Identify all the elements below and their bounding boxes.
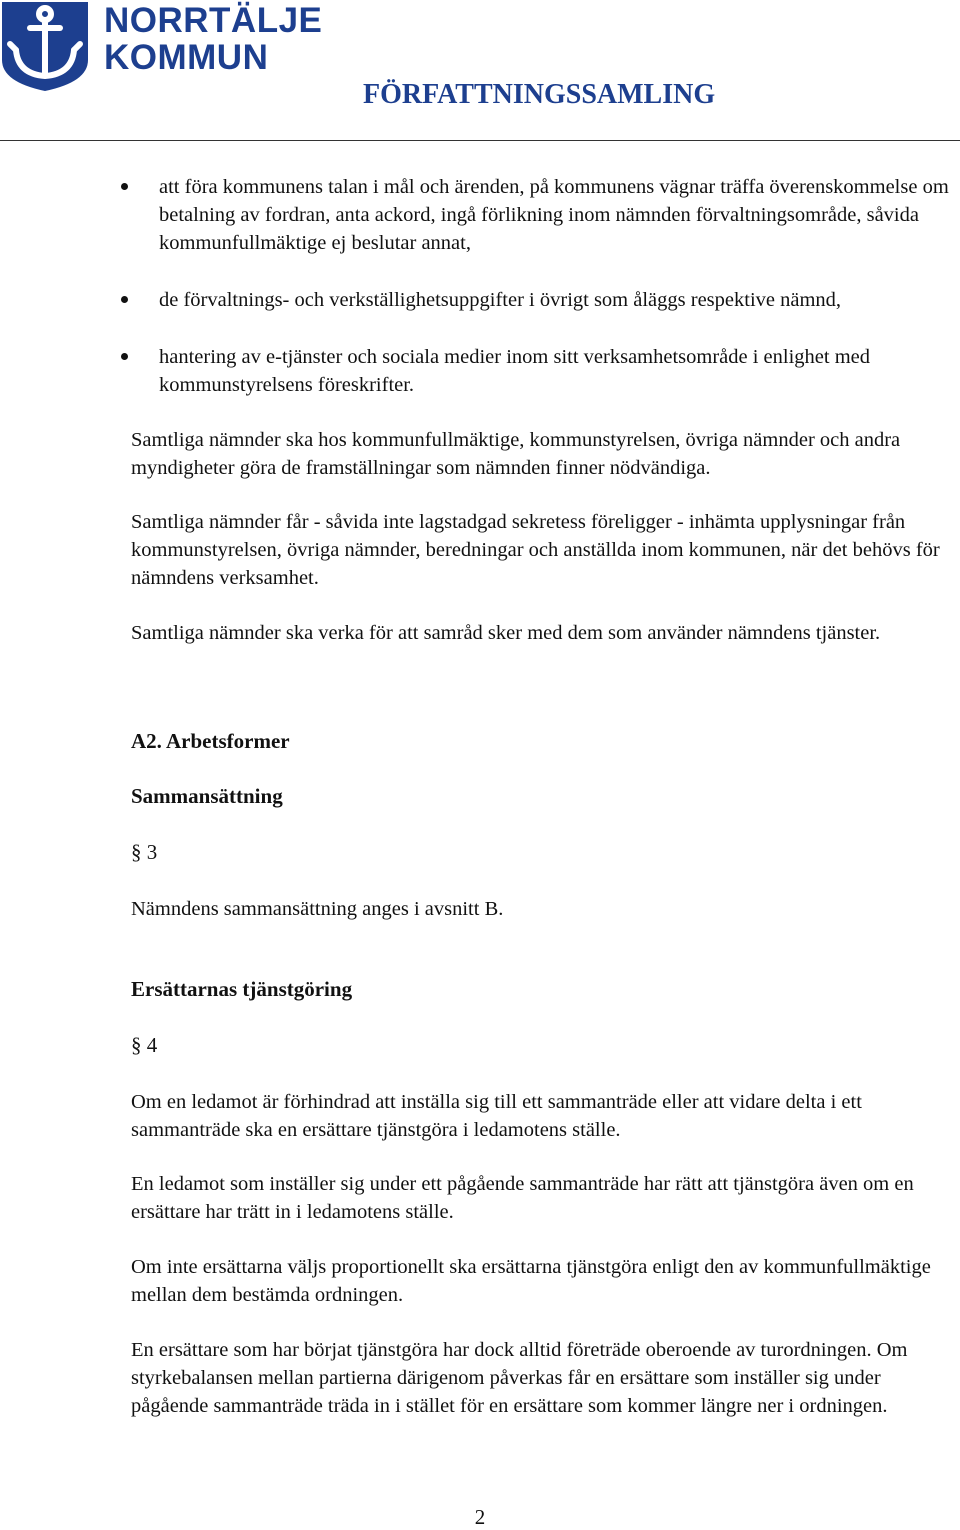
brand-name — [104, 2, 322, 76]
substitutes-paragraph-2: En ledamot som inställer sig under ett pågående sammanträde har rätt att tjänstgöra även om en ersättare har trätt in i ledamotens ställe. — [131, 1173, 914, 1223]
paragraph-requests: Samtliga nämnder ska hos kommunfullmäktige, kommunstyrelsen, övriga nämnder och andra myndigheter göra de framställningar som nämnden finner nödvändiga. — [131, 429, 901, 479]
page-number: 2 — [474, 1505, 486, 1529]
document-series-title: FÖRFATTNINGSSAMLING — [363, 79, 716, 110]
section-sign-3: § 3 — [131, 840, 158, 864]
substitutes-paragraph-1: Om en ledamot är förhindrad att inställa sig till ett sammanträde eller att vidare delta i ett sammanträde ska en ersättare tjänstgöra i ledamotens ställe. — [131, 1091, 862, 1141]
composition-text: Nämndens sammansättning anges i avsnitt B. — [131, 898, 504, 920]
subheading-substitutes: Ersättarnas tjänstgöring — [131, 977, 353, 1001]
duties-list — [0, 173, 960, 399]
brand-line-2: KOMMUN — [104, 38, 269, 77]
list-item: hantering av e-tjänster och sociala medier inom sitt verksamhetsområde i enlighet med kommunstyrelsens föreskrifter. — [0, 343, 954, 399]
header-divider — [0, 140, 960, 141]
section-sign-4: § 4 — [131, 1033, 158, 1057]
substitutes-paragraph-4: En ersättare som har börjat tjänstgöra har dock alltid företräde oberoende av turordningen. Om styrkebalansen mellan partierna därigenom påverkas får en ersättare som inställer sig under pågående sammanträde träda in i stället för en ersättare som kommer längre ner i ordningen. — [131, 1339, 908, 1417]
section-title: A2. Arbetsformer — [131, 729, 290, 753]
substitutes-paragraph-3: Om inte ersättarna väljs proportionellt ska ersättarna tjänstgöra enligt den av kommunfullmäktige mellan dem bestämda ordningen. — [131, 1256, 931, 1306]
list-item: att föra kommunens talan i mål och ärenden, på kommunens vägnar träffa överenskommelse om betalning av fordran, anta ackord, ingå förlikning inom nämnden förvaltningsområde, såvida kommunfullmäktige ej beslutar annat, — [0, 173, 954, 257]
municipality-logo — [0, 0, 323, 92]
anchor-shield-icon — [0, 0, 90, 92]
subheading-composition: Sammansättning — [131, 784, 283, 808]
paragraph-information: Samtliga nämnder får - såvida inte lagstadgad sekretess föreligger - inhämta upplysningar från kommunstyrelsen, övriga nämnder, beredningar och anställda inom kommunen, när det behövs för nämndens verksamhet. — [131, 511, 940, 589]
bullet-icon — [121, 353, 128, 360]
bullet-icon — [121, 183, 128, 190]
paragraph-consultation: Samtliga nämnder ska verka för att samråd sker med dem som använder nämndens tjänster. — [131, 622, 881, 644]
list-item: de förvaltnings- och verkställighetsuppgifter i övrigt som åläggs respektive nämnd, — [0, 286, 954, 314]
bullet-icon — [121, 296, 128, 303]
brand-line-1: NORRTÄLJE — [104, 1, 323, 40]
